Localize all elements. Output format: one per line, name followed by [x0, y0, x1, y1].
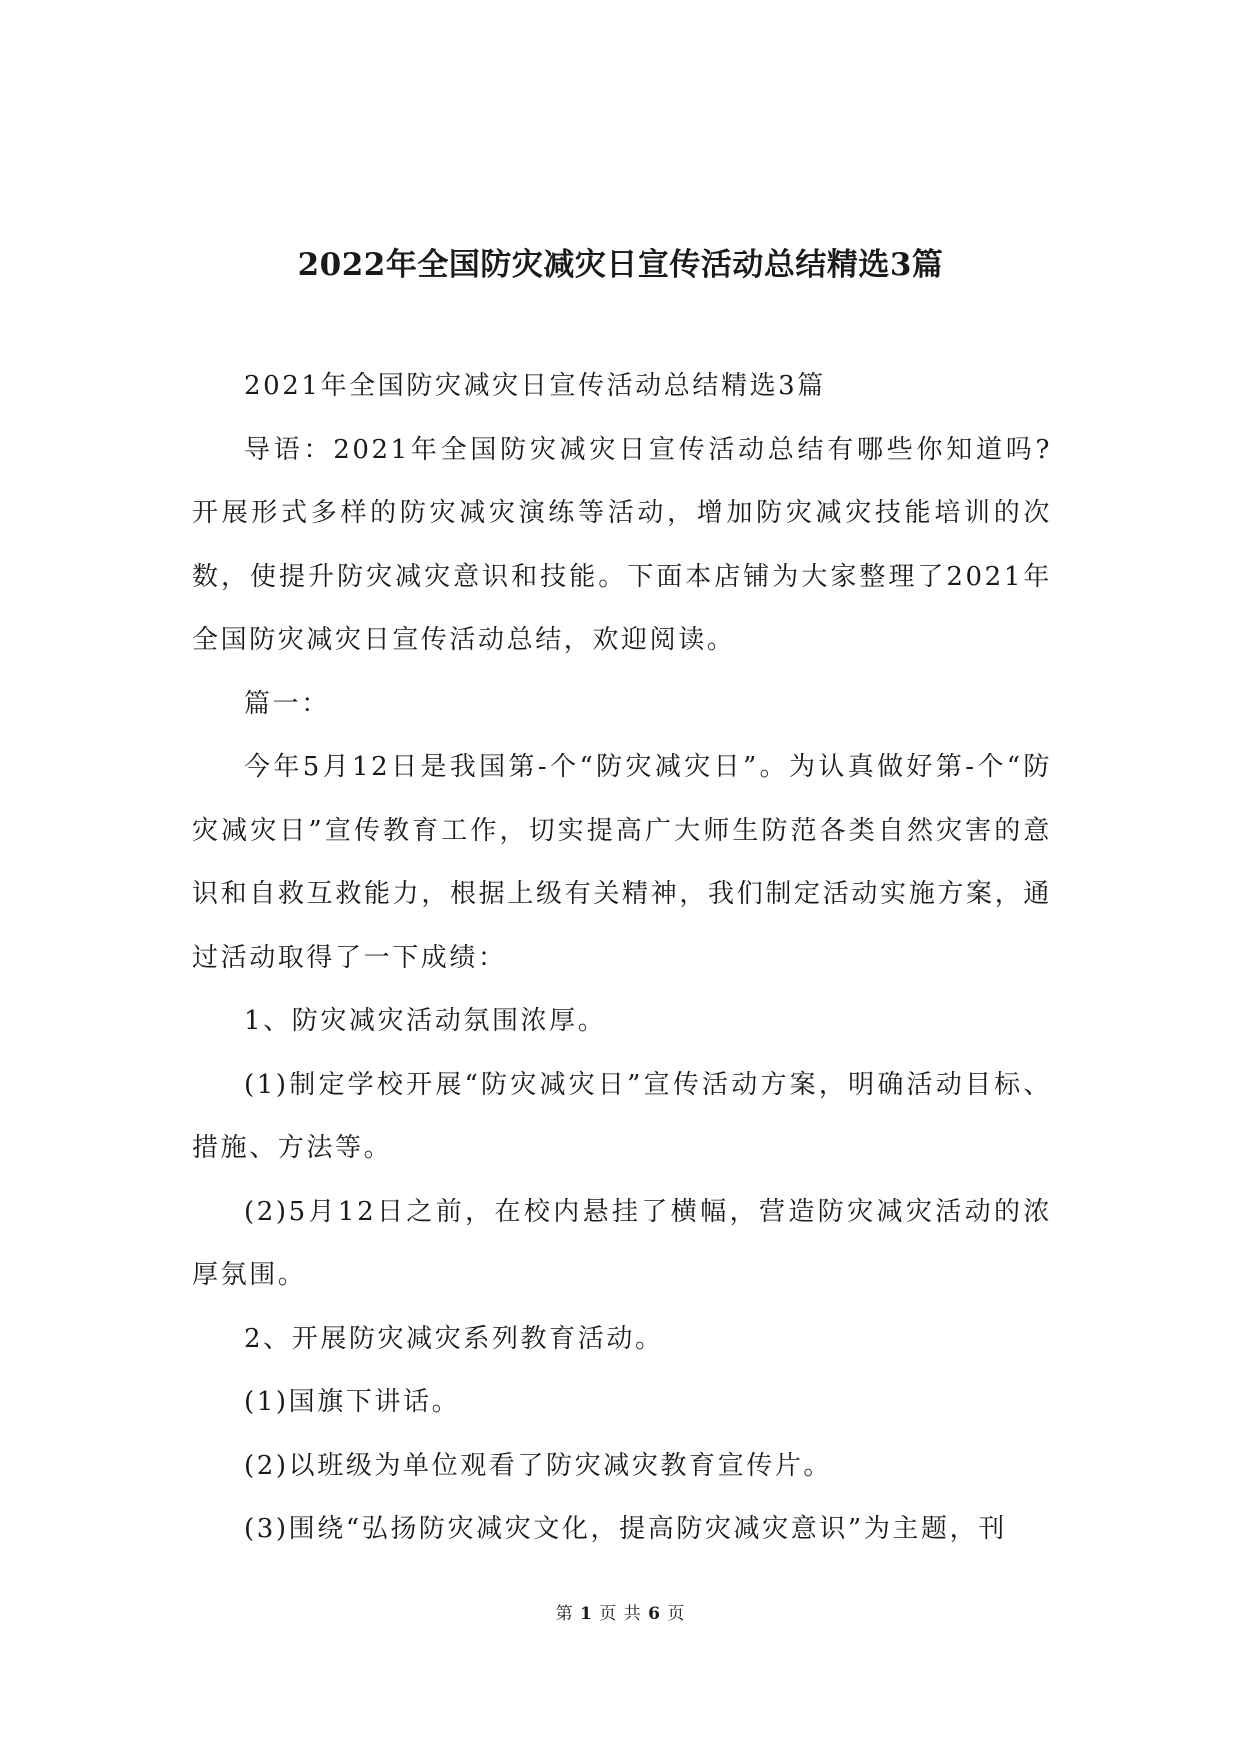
footer-prefix: 第 [555, 1604, 574, 1624]
paragraph-item-1-1: (1)制定学校开展“防灾减灾日”宣传活动方案，明确活动目标、措施、方法等。 [192, 1069, 1052, 1163]
paragraph-item-1: 1、防灾减灾活动氛围浓厚。 [244, 1006, 607, 1036]
footer-current-page: 1 [580, 1604, 593, 1624]
paragraph-item-2: 2、开展防灾减灾系列教育活动。 [244, 1323, 664, 1354]
page-footer [0, 1602, 1241, 1626]
document-body [192, 355, 1052, 1562]
document-title: 2022年全国防灾减灾日宣传活动总结精选3篇 [297, 246, 944, 283]
footer-suffix: 页 [667, 1604, 686, 1624]
paragraph-section-heading: 篇一： [244, 688, 330, 719]
paragraph-summary: 今年5月12日是我国第-个“防灾减灾日”。为认真做好第-个“防灾减灾日”宣传教育工作，切实提高广大师生防范各类自然灾害的意识和自救互救能力，根据上级有关精神，我们制定活动实施方案，通过活动取得了一下成绩： [192, 752, 1052, 973]
footer-total-pages: 6 [648, 1604, 661, 1624]
footer-middle: 页 共 [599, 1604, 642, 1624]
paragraph-subtitle: 2021年全国防灾减灾日宣传活动总结精选3篇 [244, 371, 826, 401]
paragraph-item-2-3: (3)围绕“弘扬防灾减灾文化，提高防灾减灾意识”为主题，刊 [244, 1514, 1007, 1544]
paragraph-item-2-2: (2)以班级为单位观看了防灾减灾教育宣传片。 [244, 1450, 833, 1481]
paragraph-intro: 导语：2021年全国防灾减灾日宣传活动总结有哪些你知道吗?开展形式多样的防灾减灾演练等活动，增加防灾减灾技能培训的次数，使提升防灾减灾意识和技能。下面本店铺为大家整理了2021年全国防灾减灾日宣传活动总结，欢迎阅读。 [192, 434, 1052, 655]
paragraph-item-2-1: (1)国旗下讲话。 [244, 1387, 461, 1417]
paragraph-item-1-2: (2)5月12日之前，在校内悬挂了横幅，营造防灾减灾活动的浓厚氛围。 [192, 1196, 1052, 1290]
